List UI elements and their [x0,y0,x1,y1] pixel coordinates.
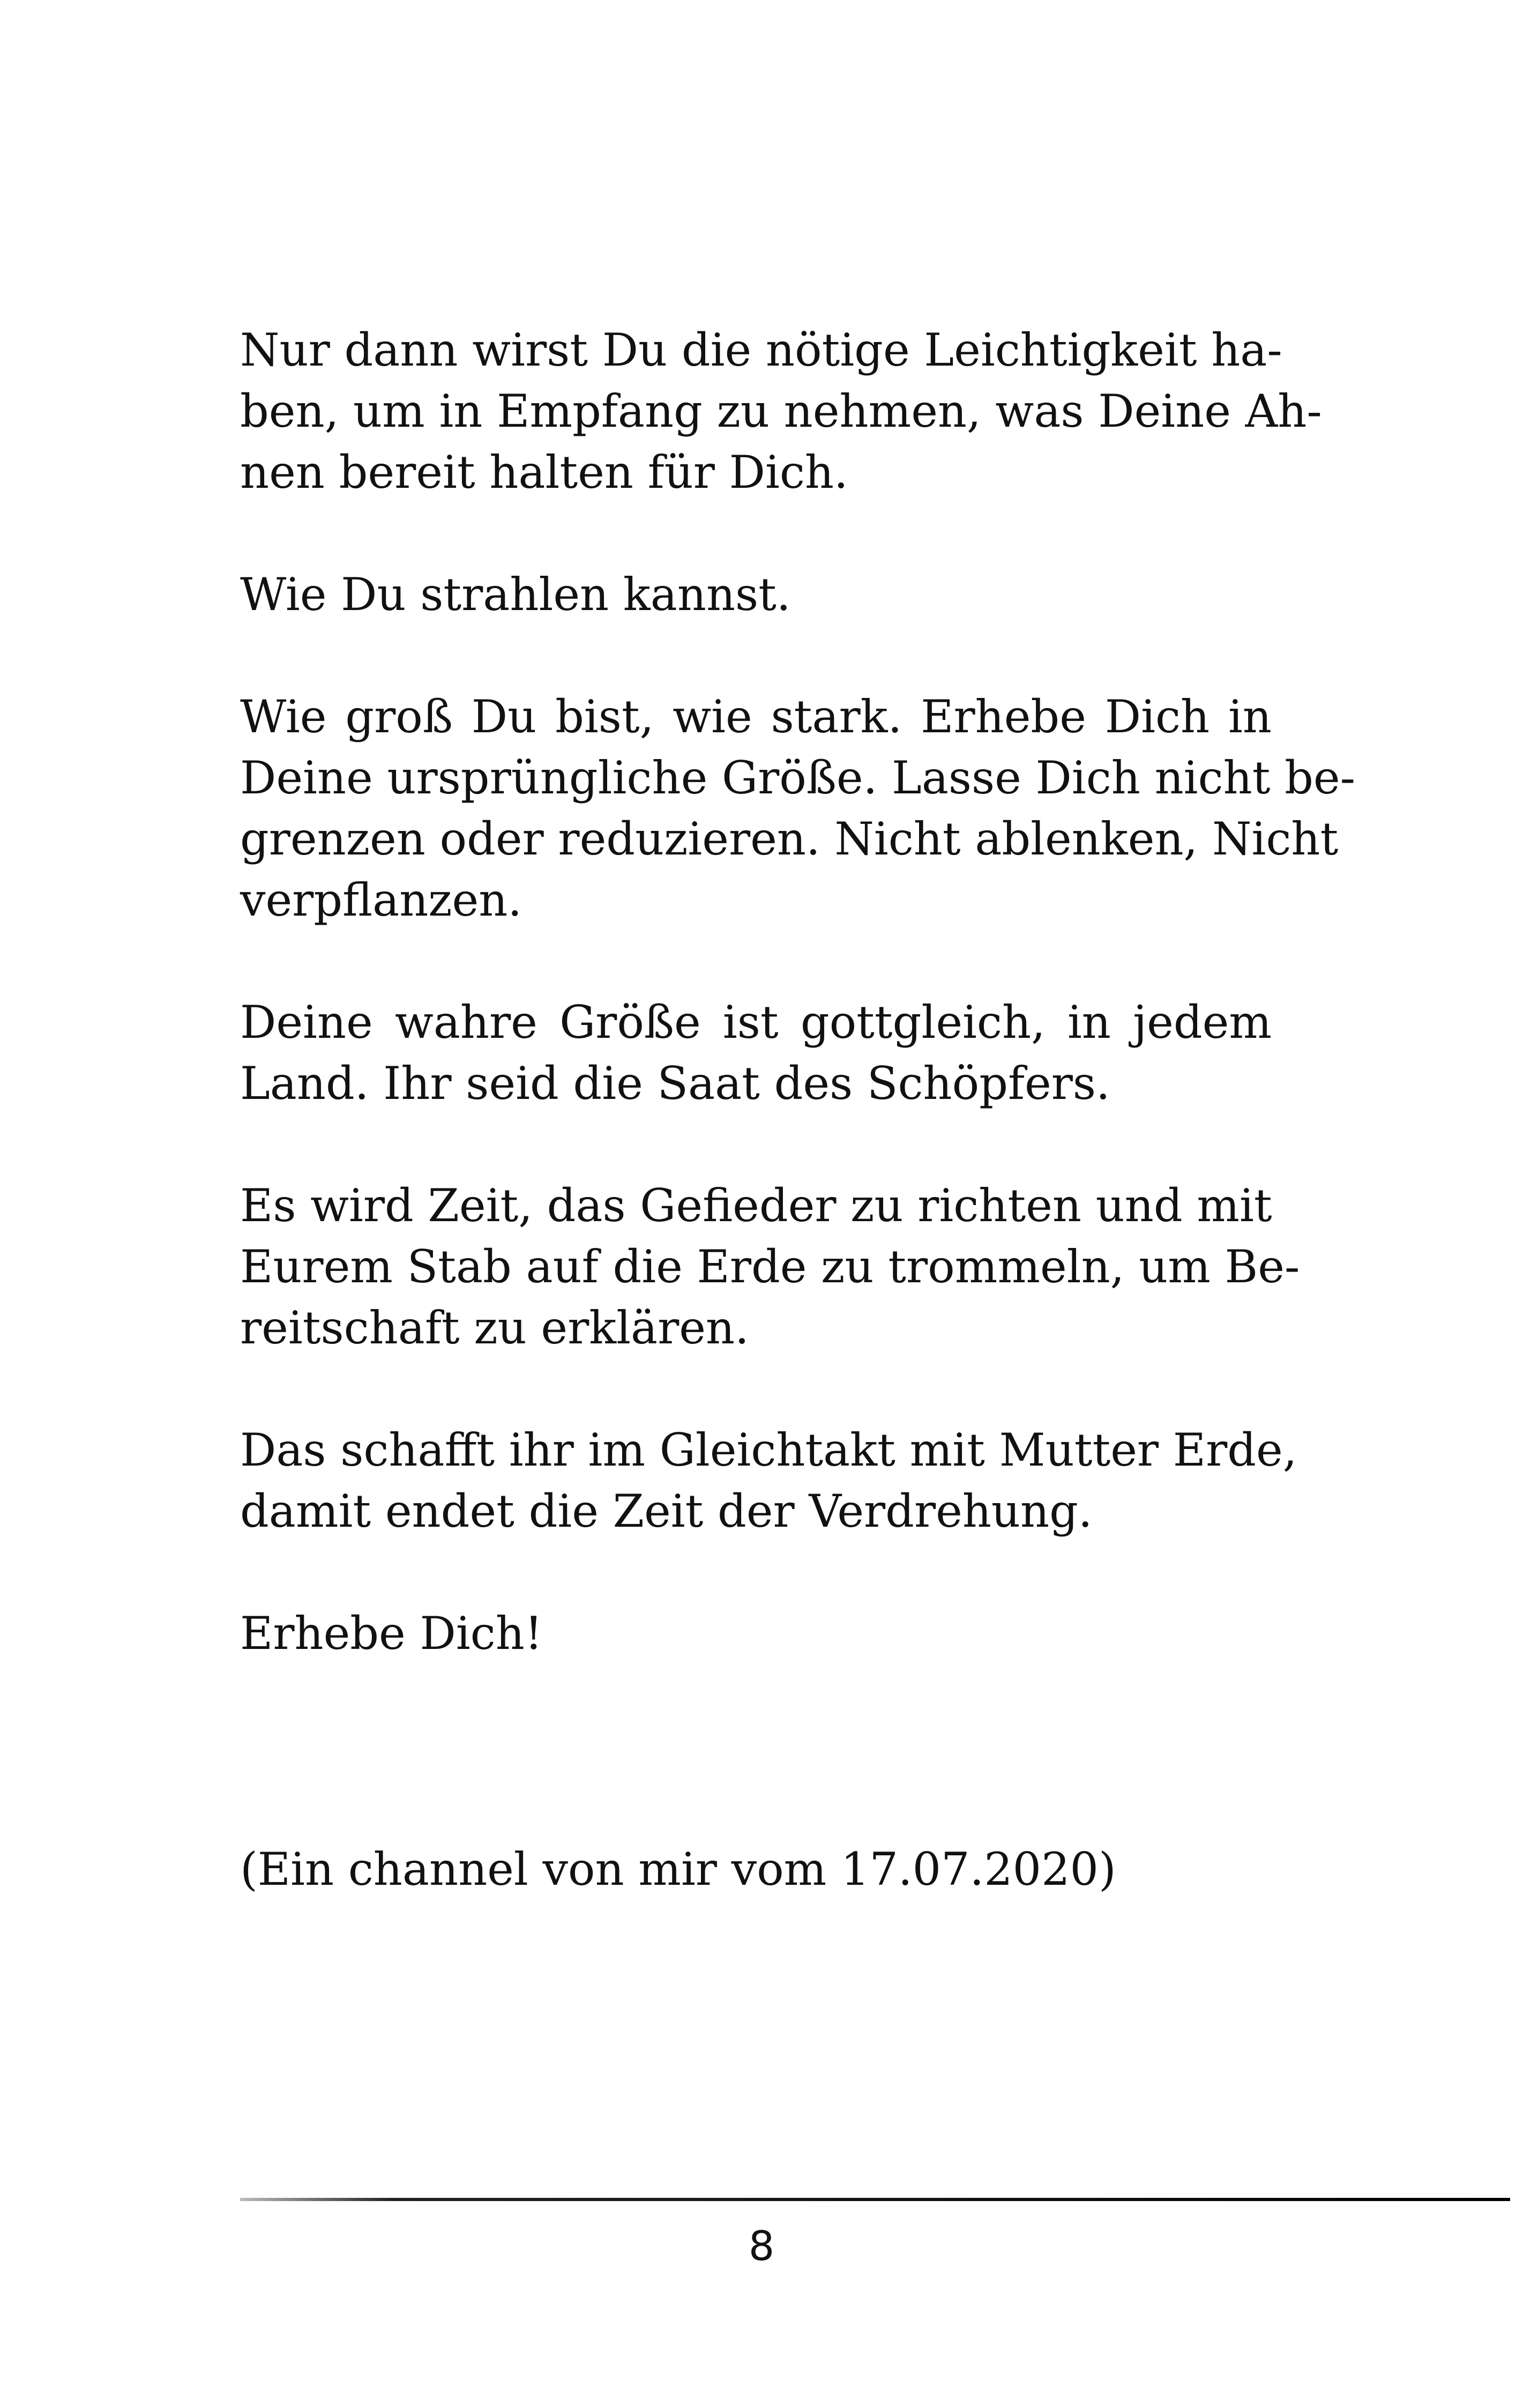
text-line: Land. Ihr seid die Saat des Schöpfers. [240,1057,1110,1110]
text-line: Deine wahre Größe ist gottgleich, in jedem [240,996,1272,1049]
text-line: nen bereit halten für Dich. [240,446,848,499]
paragraph-1 [240,319,1322,503]
text-line: Wie Du strahlen kannst. [240,568,791,621]
text-line: Eurem Stab auf die Erde zu trommeln, um Be- [240,1240,1300,1293]
paragraph-6 [240,1419,1297,1542]
paragraph-4 [240,992,1272,1114]
text-line: Deine ursprüngliche Größe. Lasse Dich nicht be- [240,752,1356,804]
footer-divider [240,2198,1510,2201]
text-line: Das schafft ihr im Gleichtakt mit Mutter Erde, [240,1424,1297,1476]
text-line: damit endet die Zeit der Verdrehung. [240,1485,1093,1537]
text-line: ben, um in Empfang zu nehmen, was Deine Ah- [240,385,1322,437]
body-text [240,319,1356,1725]
text-line: Wie groß Du bist, wie stark. Erhebe Dich in [240,690,1272,743]
paragraph-3 [240,686,1356,931]
paragraph-2 [240,564,1272,625]
footnote: (Ein channel von mir vom 17.07.2020) [240,1843,1116,1896]
text-line: Nur dann wirst Du die nötige Leichtigkeit ha- [240,324,1282,376]
text-line: reitschaft zu erklären. [240,1302,749,1354]
text-line: Es wird Zeit, das Gefieder zu richten und mit [240,1179,1272,1232]
page-number: 8 [748,2222,775,2270]
text-line: verpflanzen. [240,874,522,926]
paragraph-7 [240,1603,1272,1664]
text-line: grenzen oder reduzieren. Nicht ablenken, Nicht [240,813,1339,865]
paragraph-5 [240,1175,1300,1358]
text-line: Erhebe Dich! [240,1607,543,1660]
